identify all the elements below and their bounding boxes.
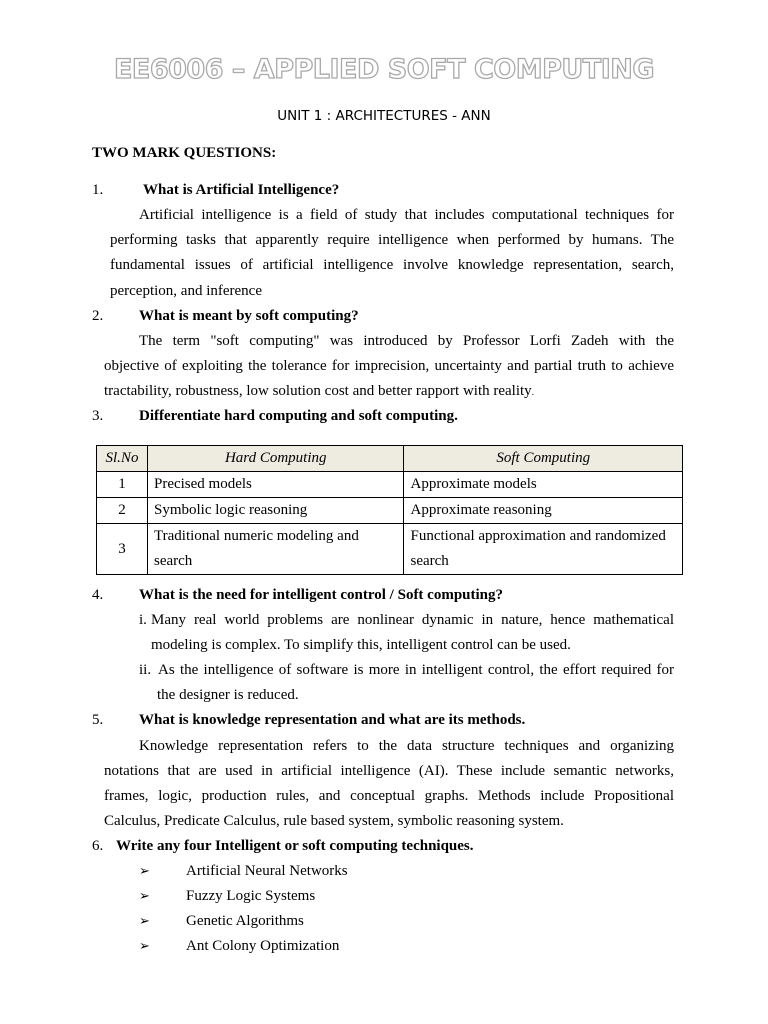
table-row <box>97 524 683 575</box>
table-cell-soft: Approximate models <box>404 472 683 498</box>
table-row <box>97 498 683 524</box>
q6-number: 6. <box>92 838 104 854</box>
comparison-table <box>96 445 683 575</box>
table-header-slno: Sl.No <box>97 446 148 472</box>
q6-question: Write any four Intelligent or soft computing techniques. <box>116 838 474 854</box>
q5-question: What is knowledge representation and what are its methods. <box>139 712 526 728</box>
q1-answer-line: Artificial intelligence is a field of study that includes computational techniques for <box>139 207 674 223</box>
arrowhead-bullet-icon: ➢ <box>139 939 150 954</box>
table-cell-hard <box>147 524 404 575</box>
table-cell-line: Functional approximation and randomized <box>410 528 666 544</box>
q4-point-line: As the intelligence of software is more in intelligent control, the effort required for <box>158 662 674 678</box>
q2-answer-text: tractability, robustness, low solution cost and better rapport with reality <box>104 383 532 399</box>
table-cell-hard: Symbolic logic reasoning <box>147 498 404 524</box>
unit-heading: UNIT 1 : ARCHITECTURES - ANN <box>277 108 491 124</box>
table-header-row <box>97 446 683 472</box>
table-cell-soft <box>404 524 683 575</box>
list-item: Genetic Algorithms <box>186 913 304 929</box>
q4-point-line: modeling is complex. To simplify this, intelligent control can be used. <box>151 637 571 653</box>
q5-answer-line: Knowledge representation refers to the data structure techniques and organizing <box>139 738 674 754</box>
table-header-soft: Soft Computing <box>404 446 683 472</box>
q4-point-marker: ii. <box>139 662 152 678</box>
q1-answer-line: performing tasks that apparently require intelligence when performed by humans. The <box>110 232 674 248</box>
q1-question: What is Artificial Intelligence? <box>143 182 340 198</box>
arrowhead-bullet-icon: ➢ <box>139 914 150 929</box>
q4-number: 4. <box>92 587 104 603</box>
table-cell-hard: Precised models <box>147 472 404 498</box>
q4-question: What is the need for intelligent control / Soft computing? <box>139 587 504 603</box>
q3-number: 3. <box>92 408 104 424</box>
q2-number: 2. <box>92 308 104 324</box>
q1-number: 1. <box>92 182 104 198</box>
q2-answer-line <box>104 383 534 400</box>
arrowhead-bullet-icon: ➢ <box>139 864 150 879</box>
table-cell-no: 2 <box>97 498 148 524</box>
list-item: Fuzzy Logic Systems <box>186 888 316 904</box>
section-heading: TWO MARK QUESTIONS: <box>92 145 277 161</box>
q3-question: Differentiate hard computing and soft computing. <box>139 408 458 424</box>
q1-answer-line: perception, and inference <box>110 283 262 299</box>
table-cell-no: 1 <box>97 472 148 498</box>
q1-answer-line: fundamental issues of artificial intelligence involve knowledge representation, search, <box>110 257 674 273</box>
table-cell-line: Traditional numeric modeling and <box>153 528 359 544</box>
table-row <box>97 472 683 498</box>
q4-point-marker: i. <box>139 612 147 628</box>
table-header-hard: Hard Computing <box>147 446 404 472</box>
table-cell-line: search <box>410 553 449 569</box>
arrowhead-bullet-icon: ➢ <box>139 889 150 904</box>
q2-trailing-period: . <box>531 387 534 397</box>
table-cell-line: search <box>153 553 193 569</box>
q2-question: What is meant by soft computing? <box>139 308 359 324</box>
q2-answer-line: objective of exploiting the tolerance for imprecision, uncertainty and partial truth to achieve <box>104 358 674 374</box>
q4-point-line: Many real world problems are nonlinear dynamic in nature, hence mathematical <box>151 612 674 628</box>
table-cell-soft: Approximate reasoning <box>404 498 683 524</box>
q5-answer-line: notations that are used in artificial intelligence (AI). These include semantic networks, <box>104 763 674 779</box>
list-item: Artificial Neural Networks <box>186 863 348 879</box>
table-cell-no: 3 <box>97 524 148 575</box>
q5-number: 5. <box>92 712 104 728</box>
document-title: EE6006 – APPLIED SOFT COMPUTING <box>113 54 655 85</box>
q2-answer-line: The term "soft computing" was introduced by Professor Lorfi Zadeh with the <box>139 333 674 349</box>
q5-answer-line: Calculus, Predicate Calculus, rule based system, symbolic reasoning system. <box>104 813 564 829</box>
q5-answer-line: frames, logic, production rules, and conceptual graphs. Methods include Propositional <box>104 788 674 804</box>
list-item: Ant Colony Optimization <box>186 938 340 954</box>
q4-point-line: the designer is reduced. <box>157 687 299 703</box>
